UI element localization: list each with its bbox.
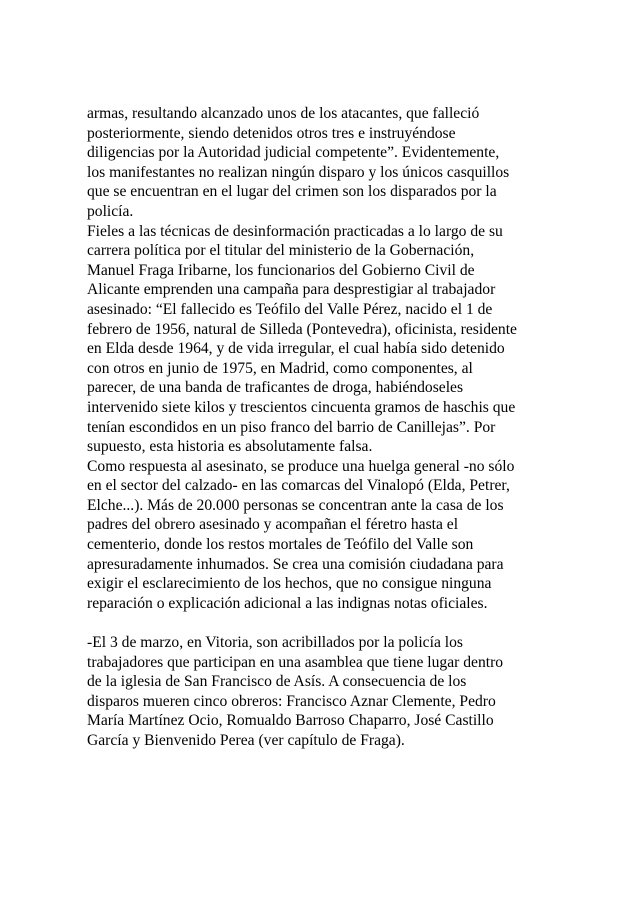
text-line: supuesto, esta historia es absolutamente falsa. — [87, 438, 373, 456]
text-line: con otros en junio de 1975, en Madrid, como componentes, al — [87, 359, 473, 377]
text-line: Elche...). Más de 20.000 personas se concentran ante la casa de los — [87, 496, 504, 514]
text-line: parecer, de una banda de traficantes de droga, habiéndoseles — [87, 379, 464, 397]
text-line: disparos mueren cinco obreros: Francisco Aznar Clemente, Pedro — [87, 692, 496, 710]
text-line: policía. — [87, 202, 134, 220]
text-line: que se encuentran en el lugar del crimen son los disparados por la — [87, 183, 497, 201]
text-line: García y Bienvenido Perea (ver capítulo de Fraga). — [87, 732, 405, 749]
text-line: armas, resultando alcanzado unos de los atacantes, que falleció — [87, 105, 480, 122]
text-line: Fieles a las técnicas de desinformación practicadas a lo largo de su — [87, 222, 503, 240]
text-line: los manifestantes no realizan ningún disparo y los únicos casquillos — [87, 163, 510, 181]
text-line: -El 3 de marzo, en Vitoria, son acribillados por la policía los — [87, 634, 463, 652]
text-line: carrera política por el titular del ministerio de la Gobernación, — [87, 242, 475, 260]
text-line: posteriormente, siendo detenidos otros tres e instruyéndose — [87, 124, 456, 142]
text-line: reparación o explicación adicional a las indignas notas oficiales. — [87, 594, 488, 612]
text-line: intervenido siete kilos y trescientos cincuenta gramos de haschis que — [87, 398, 516, 416]
body-text — [87, 104, 557, 751]
text-line: diligencias por la Autoridad judicial competente”. Evidentemente, — [87, 144, 500, 162]
text-line: febrero de 1956, natural de Silleda (Pontevedra), oficinista, residente — [87, 320, 517, 338]
text-line: Manuel Fraga Iribarne, los funcionarios del Gobierno Civil de — [87, 261, 475, 279]
paragraph-spacer — [87, 613, 557, 633]
text-line: de la iglesia de San Francisco de Asís. A consecuencia de los — [87, 673, 467, 691]
text-line: María Martínez Ocio, Romualdo Barroso Chaparro, José Castillo — [87, 712, 494, 730]
text-line: tenían escondidos en un piso franco del barrio de Canillejas”. Por — [87, 418, 496, 436]
text-line: exigir el esclarecimiento de los hechos, que no consigue ninguna — [87, 575, 492, 593]
text-line: en Elda desde 1964, y de vida irregular, el cual había sido detenido — [87, 340, 505, 358]
text-line: cementerio, donde los restos mortales de Teófilo del Valle son — [87, 536, 474, 554]
text-line: apresuradamente inhumados. Se crea una comisión ciudadana para — [87, 555, 504, 573]
text-line: trabajadores que participan en una asamblea que tiene lugar dentro — [87, 653, 504, 671]
text-line: Alicante emprenden una campaña para desprestigiar al trabajador — [87, 281, 496, 299]
text-line: padres del obrero asesinado y acompañan el féretro hasta el — [87, 516, 459, 534]
text-line: asesinado: “El fallecido es Teófilo del Valle Pérez, nacido el 1 de — [87, 300, 493, 318]
text-line: en el sector del calzado- en las comarcas del Vinalopó (Elda, Petrer, — [87, 477, 510, 495]
text-line: Como respuesta al asesinato, se produce una huelga general -no sólo — [87, 457, 515, 475]
